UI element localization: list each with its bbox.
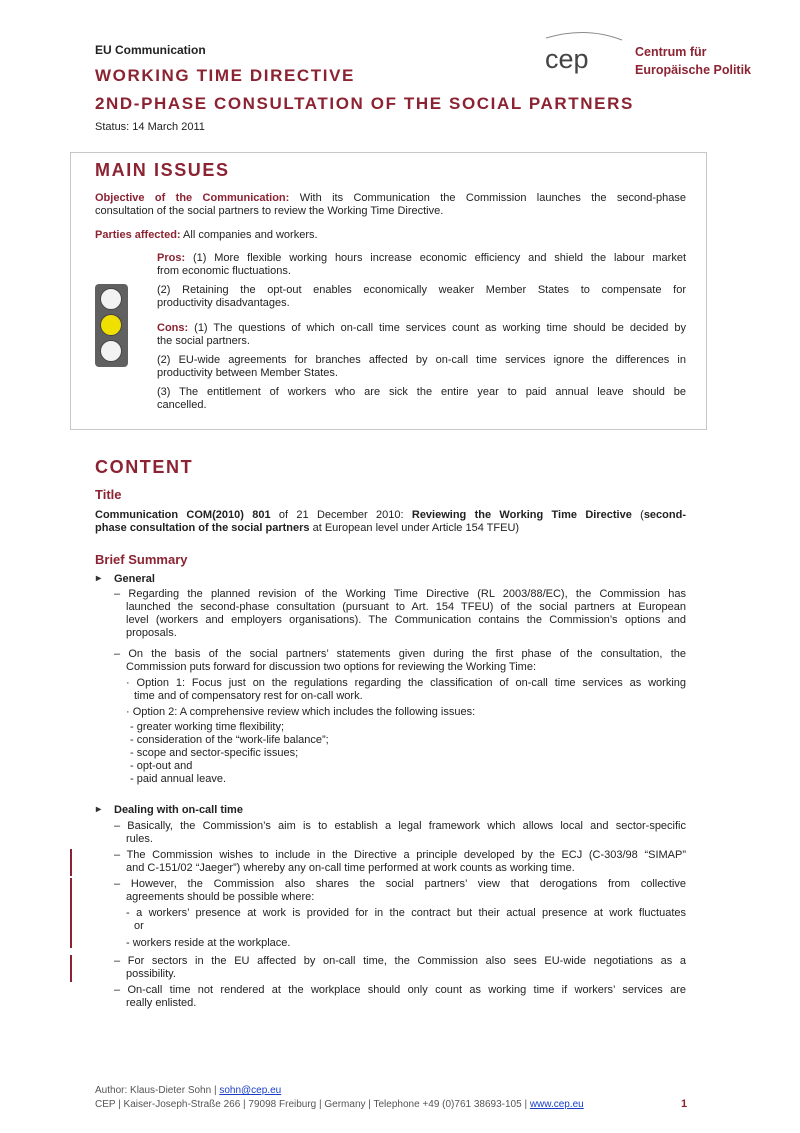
option-1: · Option 1: Focus just on the regulations regarding the classification of on-call time services as working time and of compensatory rest for on-call work. <box>126 677 686 702</box>
document-title: WORKING TIME DIRECTIVE <box>95 66 355 85</box>
change-bar <box>70 849 72 876</box>
general-bullet: ▸ General <box>114 573 155 585</box>
footer-author: Author: Klaus-Dieter Sohn | sohn@cep.eu <box>95 1085 282 1096</box>
pros-list: Pros: (1) More flexible working hours increase economic efficiency and shield the labour market from economic fluctuations. (2) Retaining the opt-out enables economically weaker Member States to compensate for productivity disadvantages. <box>157 252 687 309</box>
document-kicker: EU Communication <box>95 43 206 57</box>
on-call-point-4: – For sectors in the EU affected by on-call time, the Commission also sees EU-wide negotiations as a possibility. <box>114 955 686 980</box>
author-email-link[interactable]: sohn@cep.eu <box>219 1085 282 1096</box>
cep-logo-text: Centrum für Europäische Politik <box>635 45 752 77</box>
traffic-light-icon <box>95 284 128 367</box>
parties-affected: Parties affected: All companies and workers. <box>95 229 318 241</box>
cep-logo-mark-icon <box>540 30 635 90</box>
svg-text:cep: cep <box>545 44 589 74</box>
traffic-light-red-off-icon <box>100 288 122 310</box>
cons-list: Cons: (1) The questions of which on-call time services count as working time should be decided by the social partners. (2) EU-wide agreements for branches affected by on-call time services ignore the differences in productivity between Member States. (3) The entitlement of workers who are sick the entire year to paid annual leave should be cancelled. <box>157 322 686 411</box>
on-call-point-5: – On-call time not rendered at the workplace should only count as working time if workers’ services are really enlisted. <box>114 984 686 1009</box>
page-number: 1 <box>681 1098 688 1110</box>
main-issues-heading: MAIN ISSUES <box>95 160 230 180</box>
option-2: · Option 2: A comprehensive review which includes the following issues: <box>126 706 476 718</box>
communication-title: Communication COM(2010) 801 of 21 December 2010: Reviewing the Working Time Directive (second- phase consultation of the social partners at European level under Article 154 TFEU) <box>95 509 686 534</box>
general-point-2: – On the basis of the social partners’ statements given during the first phase of the consultation, the Commission puts forward for discussion two options for reviewing the Working Time: <box>114 648 686 673</box>
website-link[interactable]: www.cep.eu <box>529 1099 584 1110</box>
list-item: - scope and sector-specific issues; <box>130 747 299 759</box>
list-item: - greater working time flexibility; <box>130 721 285 733</box>
document-subtitle: 2ND-PHASE CONSULTATION OF THE SOCIAL PARTNERS <box>95 94 634 113</box>
change-bar <box>70 878 72 948</box>
option-2-issues <box>130 721 329 786</box>
derogation-case-2: - workers reside at the workplace. <box>126 937 291 949</box>
on-call-bullet: ▸ Dealing with on-call time <box>114 804 243 816</box>
on-call-point-1: – Basically, the Commission’s aim is to establish a legal framework which allows local and sector-specific rules. <box>114 820 686 845</box>
on-call-point-3: – However, the Commission also shares the social partners’ view that derogations from collective agreements should be possible where: <box>114 878 686 903</box>
list-item: - paid annual leave. <box>130 773 227 785</box>
traffic-light-yellow-on-icon <box>100 314 122 336</box>
traffic-light-green-off-icon <box>100 340 122 362</box>
title-subheading: Title <box>95 487 122 502</box>
on-call-point-2: – The Commission wishes to include in the Directive a principle developed by the ECJ (C-303/98 “SIMAP” and C-151/02 “Jaeger”) whereby any on-call time performed at work counts as working time. <box>114 849 686 874</box>
footer-address: CEP | Kaiser-Joseph-Straße 266 | 79098 Freiburg | Germany | Telephone +49 (0)761 38693-105 | www.cep.eu <box>95 1099 584 1110</box>
change-bar <box>70 955 72 982</box>
brief-summary-subheading: Brief Summary <box>95 552 188 567</box>
list-item: - opt-out and <box>130 760 193 772</box>
general-point-1: – Regarding the planned revision of the Working Time Directive (RL 2003/88/EC), the Commission has launched the second-phase consultation (pursuant to Art. 154 TFEU) of the social partners at European level (workers and employers organisations). The Communication contains the Commission’s options and proposals. <box>114 588 686 639</box>
content-heading: CONTENT <box>95 457 194 477</box>
derogation-case-1: - a workers’ presence at work is provided for in the contract but their actual presence at work fluctuates or <box>126 907 686 932</box>
status-date: Status: 14 March 2011 <box>95 121 205 133</box>
objective-paragraph: Objective of the Communication: With its Communication the Commission launches the second-phase consultation of the social partners to review the Working Time Directive. <box>95 192 686 217</box>
list-item: - consideration of the “work-life balance”; <box>130 734 329 746</box>
